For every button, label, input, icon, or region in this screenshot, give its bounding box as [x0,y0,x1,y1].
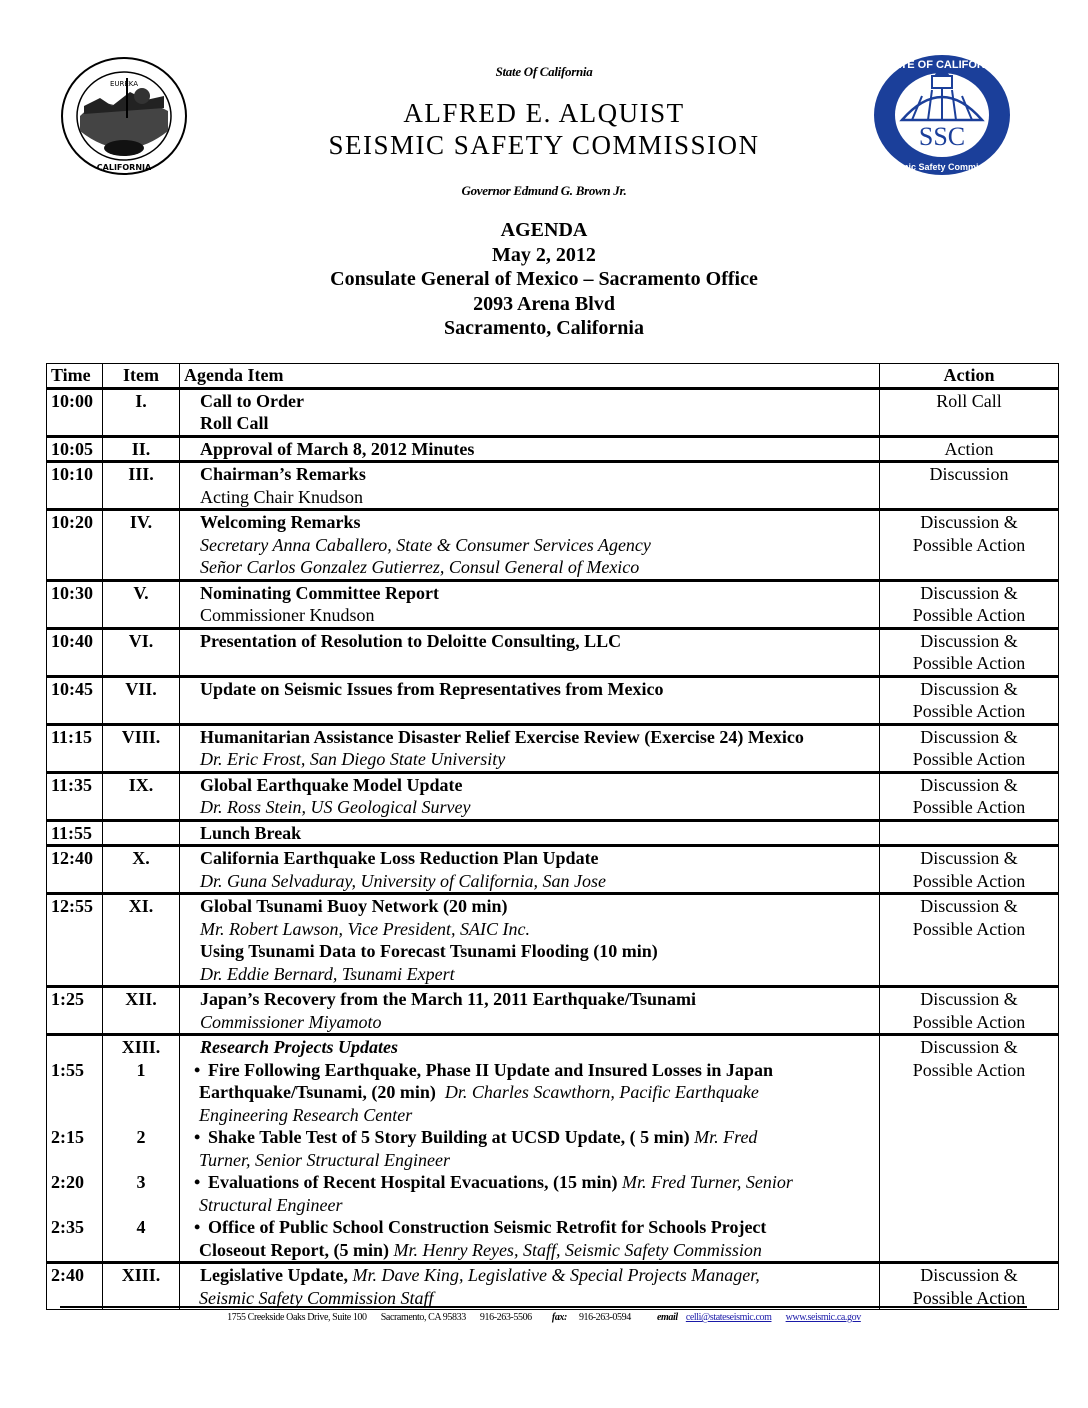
subitem-continuation [184,1239,875,1262]
row-action [880,987,1059,1035]
row-time: 1:25 [47,987,103,1035]
action-line: Discussion & [920,1037,1018,1057]
row-title: Global Tsunami Buoy Network (20 min) [200,896,508,916]
header-agenda-item: Agenda Item [180,364,880,389]
subitem-number: 3 [136,1172,146,1192]
subitem-presenter: Dr. Charles Scawthorn, Pacific Earthquake [444,1082,759,1102]
subitem-presenter: Structural Engineer [199,1194,343,1215]
row-title: Humanitarian Assistance Disaster Relief Exercise Review (Exercise 24) Mexico [200,726,804,747]
footer-email-group [651,1312,772,1323]
row-presenter: Señor Carlos Gonzalez Gutierrez, Consul General of Mexico [200,557,640,577]
row-item: VII. [103,676,180,724]
subitem-time: 2:15 [51,1127,84,1147]
row-presenter: Commissioner Miyamoto [200,1011,382,1032]
svg-text:Seismic Safety Commission: Seismic Safety Commission [881,162,1003,172]
subitem-title: • Fire Following Earthquake, Phase II Update and Insured Losses in Japan [184,1059,875,1082]
subitem-line [184,1126,875,1149]
row-time: 10:00 [47,388,103,436]
row-title: Global Earthquake Model Update [200,774,463,795]
row-item: VIII. [103,724,180,772]
row-title: Chairman’s Remarks [200,464,366,484]
header-time: Time [47,364,103,389]
action-line: Possible Action [912,1059,1026,1080]
table-row [47,580,1059,628]
subitem-number: 2 [136,1127,146,1147]
table-row [47,894,1059,987]
row-item: IV. [103,510,180,581]
table-row [47,628,1059,676]
subitem-presenter: Mr. Fred Turner, Senior [622,1172,793,1192]
action-line: Discussion & [920,774,1018,795]
row-time: 11:35 [47,772,103,820]
subitem-time: 2:20 [51,1172,84,1192]
footer-divider [60,1306,1027,1308]
row-title: Nominating Committee Report [200,582,439,603]
table-row [47,462,1059,510]
subitem-title: Shake Table Test of 5 Story Building at UCSD Update, ( 5 min) [208,1127,690,1147]
row-presenter: Dr. Ross Stein, US Geological Survey [200,797,471,817]
commission-title-line1: ALFRED E. ALQUIST [403,98,685,128]
row-title: Research Projects Updates [200,1037,398,1057]
row-action [880,580,1059,628]
action-line: Discussion & [920,989,1018,1009]
table-row [47,1263,1059,1310]
action-line: Possible Action [912,653,1026,673]
table-row [47,772,1059,820]
row-title: Japan’s Recovery from the March 11, 2011 Earthquake/Tsunami [200,989,697,1009]
action-line: Possible Action [912,1011,1026,1032]
row-title: Approval of March 8, 2012 Minutes [200,438,475,459]
row-title: Call to Order [200,390,304,411]
action-line: Discussion & [920,512,1018,532]
row-action: Discussion [880,462,1059,510]
row-title-line [184,1264,875,1287]
row-time: 10:40 [47,628,103,676]
table-row [47,724,1059,772]
footer-fax: 916-263-0594 [578,1312,631,1323]
action-line: Discussion & [920,582,1018,603]
footer-city: Sacramento, CA 95833 [380,1312,466,1323]
row-agenda-item [180,1035,880,1263]
action-line: Possible Action [912,701,1026,721]
row-agenda-item [180,846,880,894]
header-action: Action [880,364,1059,389]
table-row [47,388,1059,436]
row-title: Presentation of Resolution to Deloitte Consulting, LLC [200,630,622,651]
subitem-continuation [184,1081,875,1104]
row-agenda-item [180,1263,880,1310]
agenda-address: 2093 Arena Blvd [473,292,615,315]
action-line: Discussion & [920,630,1018,651]
table-row [47,987,1059,1035]
table-header-row [47,364,1059,389]
action-line: Discussion & [920,678,1018,699]
svg-text:STATE OF CALIFORNIA: STATE OF CALIFORNIA [880,59,1004,71]
row-time: 10:20 [47,510,103,581]
state-label: State Of California [495,64,593,79]
row-presenter: Seismic Safety Commission Staff [199,1287,434,1308]
action-line: Discussion & [920,1265,1018,1285]
subitem-number: 1 [136,1059,146,1080]
row-item: III. [103,462,180,510]
agenda-city: Sacramento, California [444,317,644,339]
row-item: V. [103,580,180,628]
row-title: California Earthquake Loss Reduction Plan Update [200,848,599,868]
row-presenter: Dr. Guna Selvaduray, University of California, San Jose [200,870,606,891]
action-line: Possible Action [912,534,1026,555]
row-item: I. [103,388,180,436]
action-line: Possible Action [912,605,1026,625]
subitem-title: Closeout Report, (5 min) [199,1239,389,1260]
row-agenda-item [180,628,880,676]
row-time: 10:05 [47,436,103,462]
governor-label: Governor Edmund G. Brown Jr. [461,183,627,198]
row-presenter: Dr. Eric Frost, San Diego State University [200,749,506,769]
subitem-presenter: Mr. Henry Reyes, Staff, Seismic Safety Commission [393,1239,762,1260]
svg-text:SSC: SSC [918,122,966,151]
row-action [880,676,1059,724]
row-action: Action [880,436,1059,462]
row-presenter: Dr. Eddie Bernard, Tsunami Expert [200,963,455,984]
row-action [880,1035,1059,1263]
agenda-date: May 2, 2012 [492,243,596,266]
row-item: X. [103,846,180,894]
row-item: II. [103,436,180,462]
svg-text:EUREKA: EUREKA [109,80,139,88]
subitem-title: Earthquake/Tsunami, (20 min) [199,1082,436,1102]
table-row [47,846,1059,894]
row-item: XII. [103,987,180,1035]
subitem-title: Evaluations of Recent Hospital Evacuations, (15 min) [208,1172,618,1192]
row-title: Welcoming Remarks [200,512,361,532]
row-agenda-item [180,772,880,820]
row-time [47,1035,103,1263]
row-subtitle: Roll Call [200,413,269,433]
row-presenter: Secretary Anna Caballero, State & Consumer Services Agency [200,534,651,555]
row-agenda-item [180,462,880,510]
row-time: 10:10 [47,462,103,510]
agenda-venue: Consulate General of Mexico – Sacramento Office [330,268,758,290]
action-line: Possible Action [912,918,1026,939]
row-agenda-item [180,987,880,1035]
agenda-table [46,363,1059,1310]
subitem-line [184,1171,875,1194]
footer-address: 1755 Creekside Oaks Drive, Suite 100 [227,1312,367,1323]
row-title: Lunch Break [200,822,302,843]
row-presenter: Mr. Dave King, Legislative & Special Projects Manager, [352,1265,760,1285]
subitem-presenter: Turner, Senior Structural Engineer [199,1149,450,1170]
row-item: XIII. [103,1263,180,1310]
row-item: XI. [103,894,180,987]
action-line: Possible Action [912,749,1026,769]
row-action [880,510,1059,581]
row-agenda-item [180,436,880,462]
row-action [880,628,1059,676]
footer-fax-group [546,1312,637,1323]
row-item: IX. [103,772,180,820]
row-time: 11:55 [47,820,103,846]
footer-email-label: email [656,1312,678,1323]
row-title: Using Tsunami Data to Forecast Tsunami Flooding (10 min) [200,941,658,961]
row-action [880,772,1059,820]
row-time: 2:40 [47,1263,103,1310]
row-agenda-item [180,724,880,772]
row-action [880,1263,1059,1310]
header-item: Item [103,364,180,389]
row-action [880,724,1059,772]
subitem-presenter: Engineering Research Center [199,1104,413,1125]
row-title: Legislative Update, [200,1265,348,1285]
action-line: Discussion & [920,726,1018,747]
action-line: Discussion & [920,848,1018,868]
row-agenda-item [180,510,880,581]
table-row-research-projects [47,1035,1059,1263]
row-action [880,820,1059,846]
subitem-presenter: Mr. Fred [694,1127,758,1147]
footer-fax-label: fax: [551,1312,567,1323]
row-agenda-item [180,580,880,628]
row-item [103,820,180,846]
commission-title-line2: SEISMIC SAFETY COMMISSION [328,130,760,160]
row-time: 12:40 [47,846,103,894]
row-action [880,846,1059,894]
subitem-time: 2:35 [51,1217,84,1237]
footer-website-link[interactable]: www.seismic.ca.gov [785,1312,861,1323]
row-agenda-item [180,388,880,436]
row-item: VI. [103,628,180,676]
row-agenda-item [180,820,880,846]
item-number: XIII. [121,1037,161,1057]
row-action: Roll Call [880,388,1059,436]
action-line: Possible Action [912,870,1026,891]
row-time: 10:30 [47,580,103,628]
action-line: Discussion & [920,896,1018,916]
row-presenter: Acting Chair Knudson [200,486,363,507]
row-agenda-item [180,676,880,724]
row-presenter: Mr. Robert Lawson, Vice President, SAIC Inc. [200,918,530,939]
table-row [47,510,1059,581]
subitem-number: 4 [136,1217,146,1237]
action-line: Possible Action [912,1287,1026,1308]
table-row [47,820,1059,846]
subitem-title: • Office of Public School Construction Seismic Retrofit for Schools Project [184,1216,875,1239]
row-time: 12:55 [47,894,103,987]
row-time: 10:45 [47,676,103,724]
row-title: Update on Seismic Issues from Representatives from Mexico [200,678,664,699]
footer-phone: 916-263-5506 [479,1312,532,1323]
row-agenda-item [180,894,880,987]
svg-text:CALIFORNIA: CALIFORNIA [96,163,152,172]
agenda-title: AGENDA [500,219,588,241]
action-line: Possible Action [912,797,1026,817]
row-action [880,894,1059,987]
table-row [47,436,1059,462]
table-row [47,676,1059,724]
agenda-heading-block [0,218,1088,341]
row-presenter: Commissioner Knudson [200,605,375,625]
footer-email-link[interactable]: celli@stateseismic.com [685,1312,772,1323]
row-item [103,1035,180,1263]
subitem-time: 1:55 [51,1059,84,1080]
footer-contact [0,1312,1088,1323]
row-time: 11:15 [47,724,103,772]
